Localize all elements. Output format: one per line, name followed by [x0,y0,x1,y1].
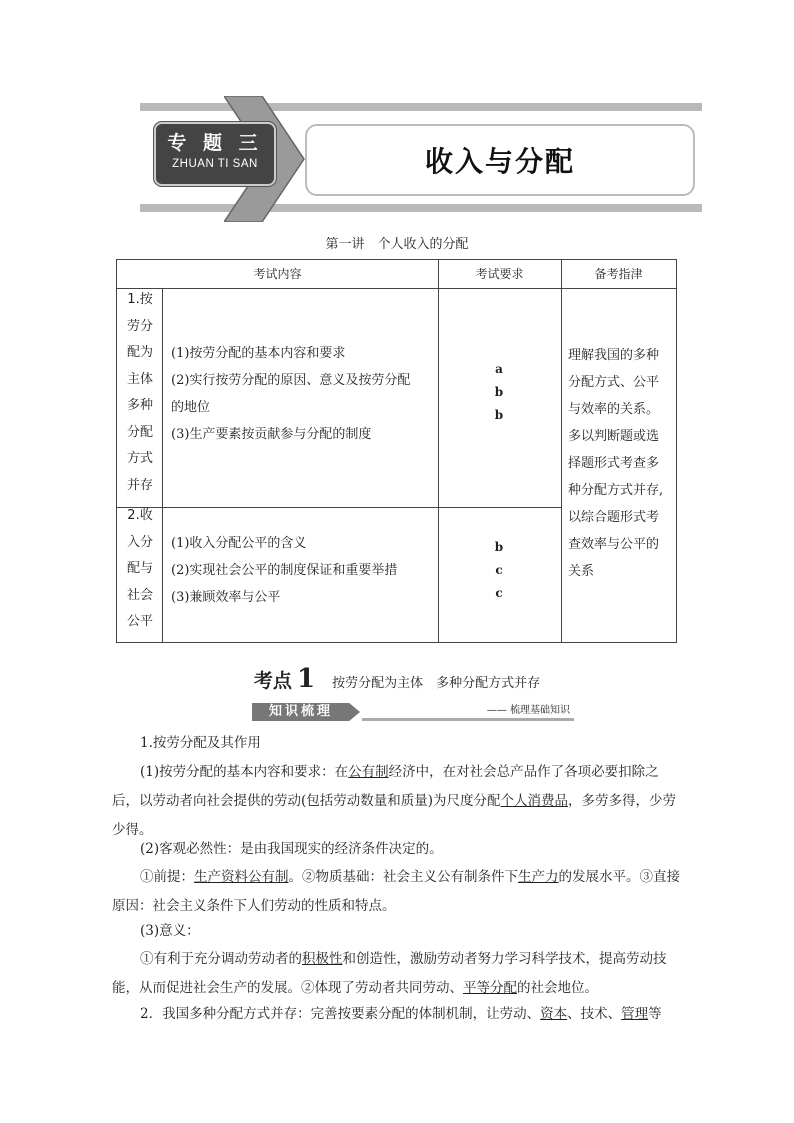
table-topic-rule [162,288,163,642]
requirement-level: b [494,385,504,399]
text-run: 和创造性，激励劳动者努力学习科学技术，提高劳动技能，从而促进社会生产的发展。②体现了劳动者共同劳动、 [112,951,667,996]
underlined-term: 生产力 [518,869,559,885]
content-item: (3)兼顾效率与公平 [171,590,281,605]
topic-line: 多种 [127,398,154,413]
text-run: 2．我国多种分配方式并存：完善按要素分配的体制机制，让劳动、 [140,1006,541,1022]
content-item: 的地位 [171,400,211,415]
content-item: (1)按劳分配的基本内容和要求 [171,346,346,361]
guide-line: 查效率与公平的 [568,537,660,552]
guide-line: 种分配方式并存, [568,483,664,498]
paragraph: (3)意义： [140,923,200,939]
lecture-title: 第一讲 个人收入的分配 [325,237,469,252]
row2-requirements [439,536,559,605]
topic-line: 主体 [127,371,154,387]
topic-line: 配为 [127,345,154,360]
knowledge-bar-tag: —— 梳理基础知识 [486,705,570,716]
section-number: 1 [296,664,316,694]
requirement-level: b [494,408,504,422]
section-label: 考点 [253,670,292,692]
table-row-rule [117,507,561,508]
paragraph [112,1000,682,1029]
text-run: 的社会地位。 [517,980,598,996]
guide-line: 多以判断题或选 [568,429,660,444]
text-run: 、技术、 [567,1006,622,1022]
topic-line: 公平 [127,614,154,629]
text-run: ①前提： [140,869,194,885]
topic-badge [154,122,276,186]
paragraph: (2)客观必然性：是由我国现实的经济条件决定的。 [140,841,443,857]
guide-line: 择题形式考查多 [568,456,660,471]
table-header-rule [117,288,676,289]
topic-line: 方式 [127,451,154,466]
underlined-term: 个人消费品 [500,793,569,809]
topic-line: 入分 [127,534,154,550]
requirement-level: c [495,586,503,600]
header-exam-content: 考试内容 [253,267,302,281]
header-study-guide: 备考指津 [594,267,643,281]
topic-line: 社会 [127,587,154,603]
text-run: 的发展水平。③直接原因：社会主义条件下人们劳动的性质和特点。 [112,869,680,914]
content-item: (2)实行按劳分配的原因、意义及按劳分配 [171,373,411,388]
study-guide-text [568,342,678,585]
topic-line: 分配 [127,424,154,440]
topic-line: 并存 [127,477,154,493]
section-text: 按劳分配为主体 多种分配方式并存 [332,676,541,691]
knowledge-bar-label: 知识梳理 [268,704,333,719]
guide-line: 与效率的关系。 [568,402,660,417]
topic-line: 劳分 [127,318,154,334]
row2-topic [127,503,153,636]
paragraph [112,863,682,921]
requirement-level: c [495,563,503,577]
text-run: ，多劳多得，少劳少得。 [112,793,677,838]
guide-line: 分配方式、公平 [568,375,660,390]
text-run: 经济中，在对社会总产品作了各项必要扣除之后，以劳动者向社会提供的劳动(包括劳动数量和质量)为尺度分配 [112,764,659,809]
knowledge-bar [252,703,574,721]
underlined-term: 生产资料公有制 [194,869,289,885]
topic-line: 1.按 [127,292,153,307]
knowledge-bar-rule [362,718,574,721]
guide-line: 理解我国的多种 [568,348,660,363]
row1-topic [127,287,153,499]
underlined-term: 公有制 [348,764,389,780]
row1-items [171,340,435,448]
row2-items [171,530,435,611]
content-item: (1)收入分配公平的含义 [171,536,307,551]
exam-requirements-table [116,259,677,643]
underlined-term: 平等分配 [463,980,517,996]
topic-line: 配与 [127,561,154,576]
paragraph [112,758,682,845]
topic-title-box [305,124,695,196]
paragraph-heading: 1.按劳分配及其作用 [140,735,261,751]
text-run: 等 [648,1006,662,1022]
underlined-term: 管理 [621,1006,649,1022]
row1-requirements [439,358,559,427]
text-run: (1)按劳分配的基本内容和要求：在 [140,764,349,780]
topic-title: 收入与分配 [424,145,575,178]
guide-line: 以综合题形式考 [568,510,660,525]
table-req-rule [561,260,562,642]
header-exam-requirement: 考试要求 [475,267,524,281]
content-item: (2)实现社会公平的制度保证和重要举措 [171,563,398,578]
text-run: 。②物质基础：社会主义公有制条件下 [288,869,518,885]
paragraph [112,945,682,1003]
text-run: ①有利于充分调动劳动者的 [140,951,302,967]
underlined-term: 积极性 [302,951,343,967]
content-item: (3)生产要素按贡献参与分配的制度 [171,427,372,442]
requirement-level: b [494,540,504,554]
topic-banner [140,96,702,222]
underlined-term: 资本 [540,1006,568,1022]
topic-line: 2.收 [127,508,153,523]
topic-badge-pinyin: ZHUAN TI SAN [172,158,258,170]
requirement-level: a [495,362,503,376]
guide-line: 关系 [568,564,595,579]
section-heading [0,664,794,694]
topic-badge-title: 专 题 三 [167,132,263,154]
